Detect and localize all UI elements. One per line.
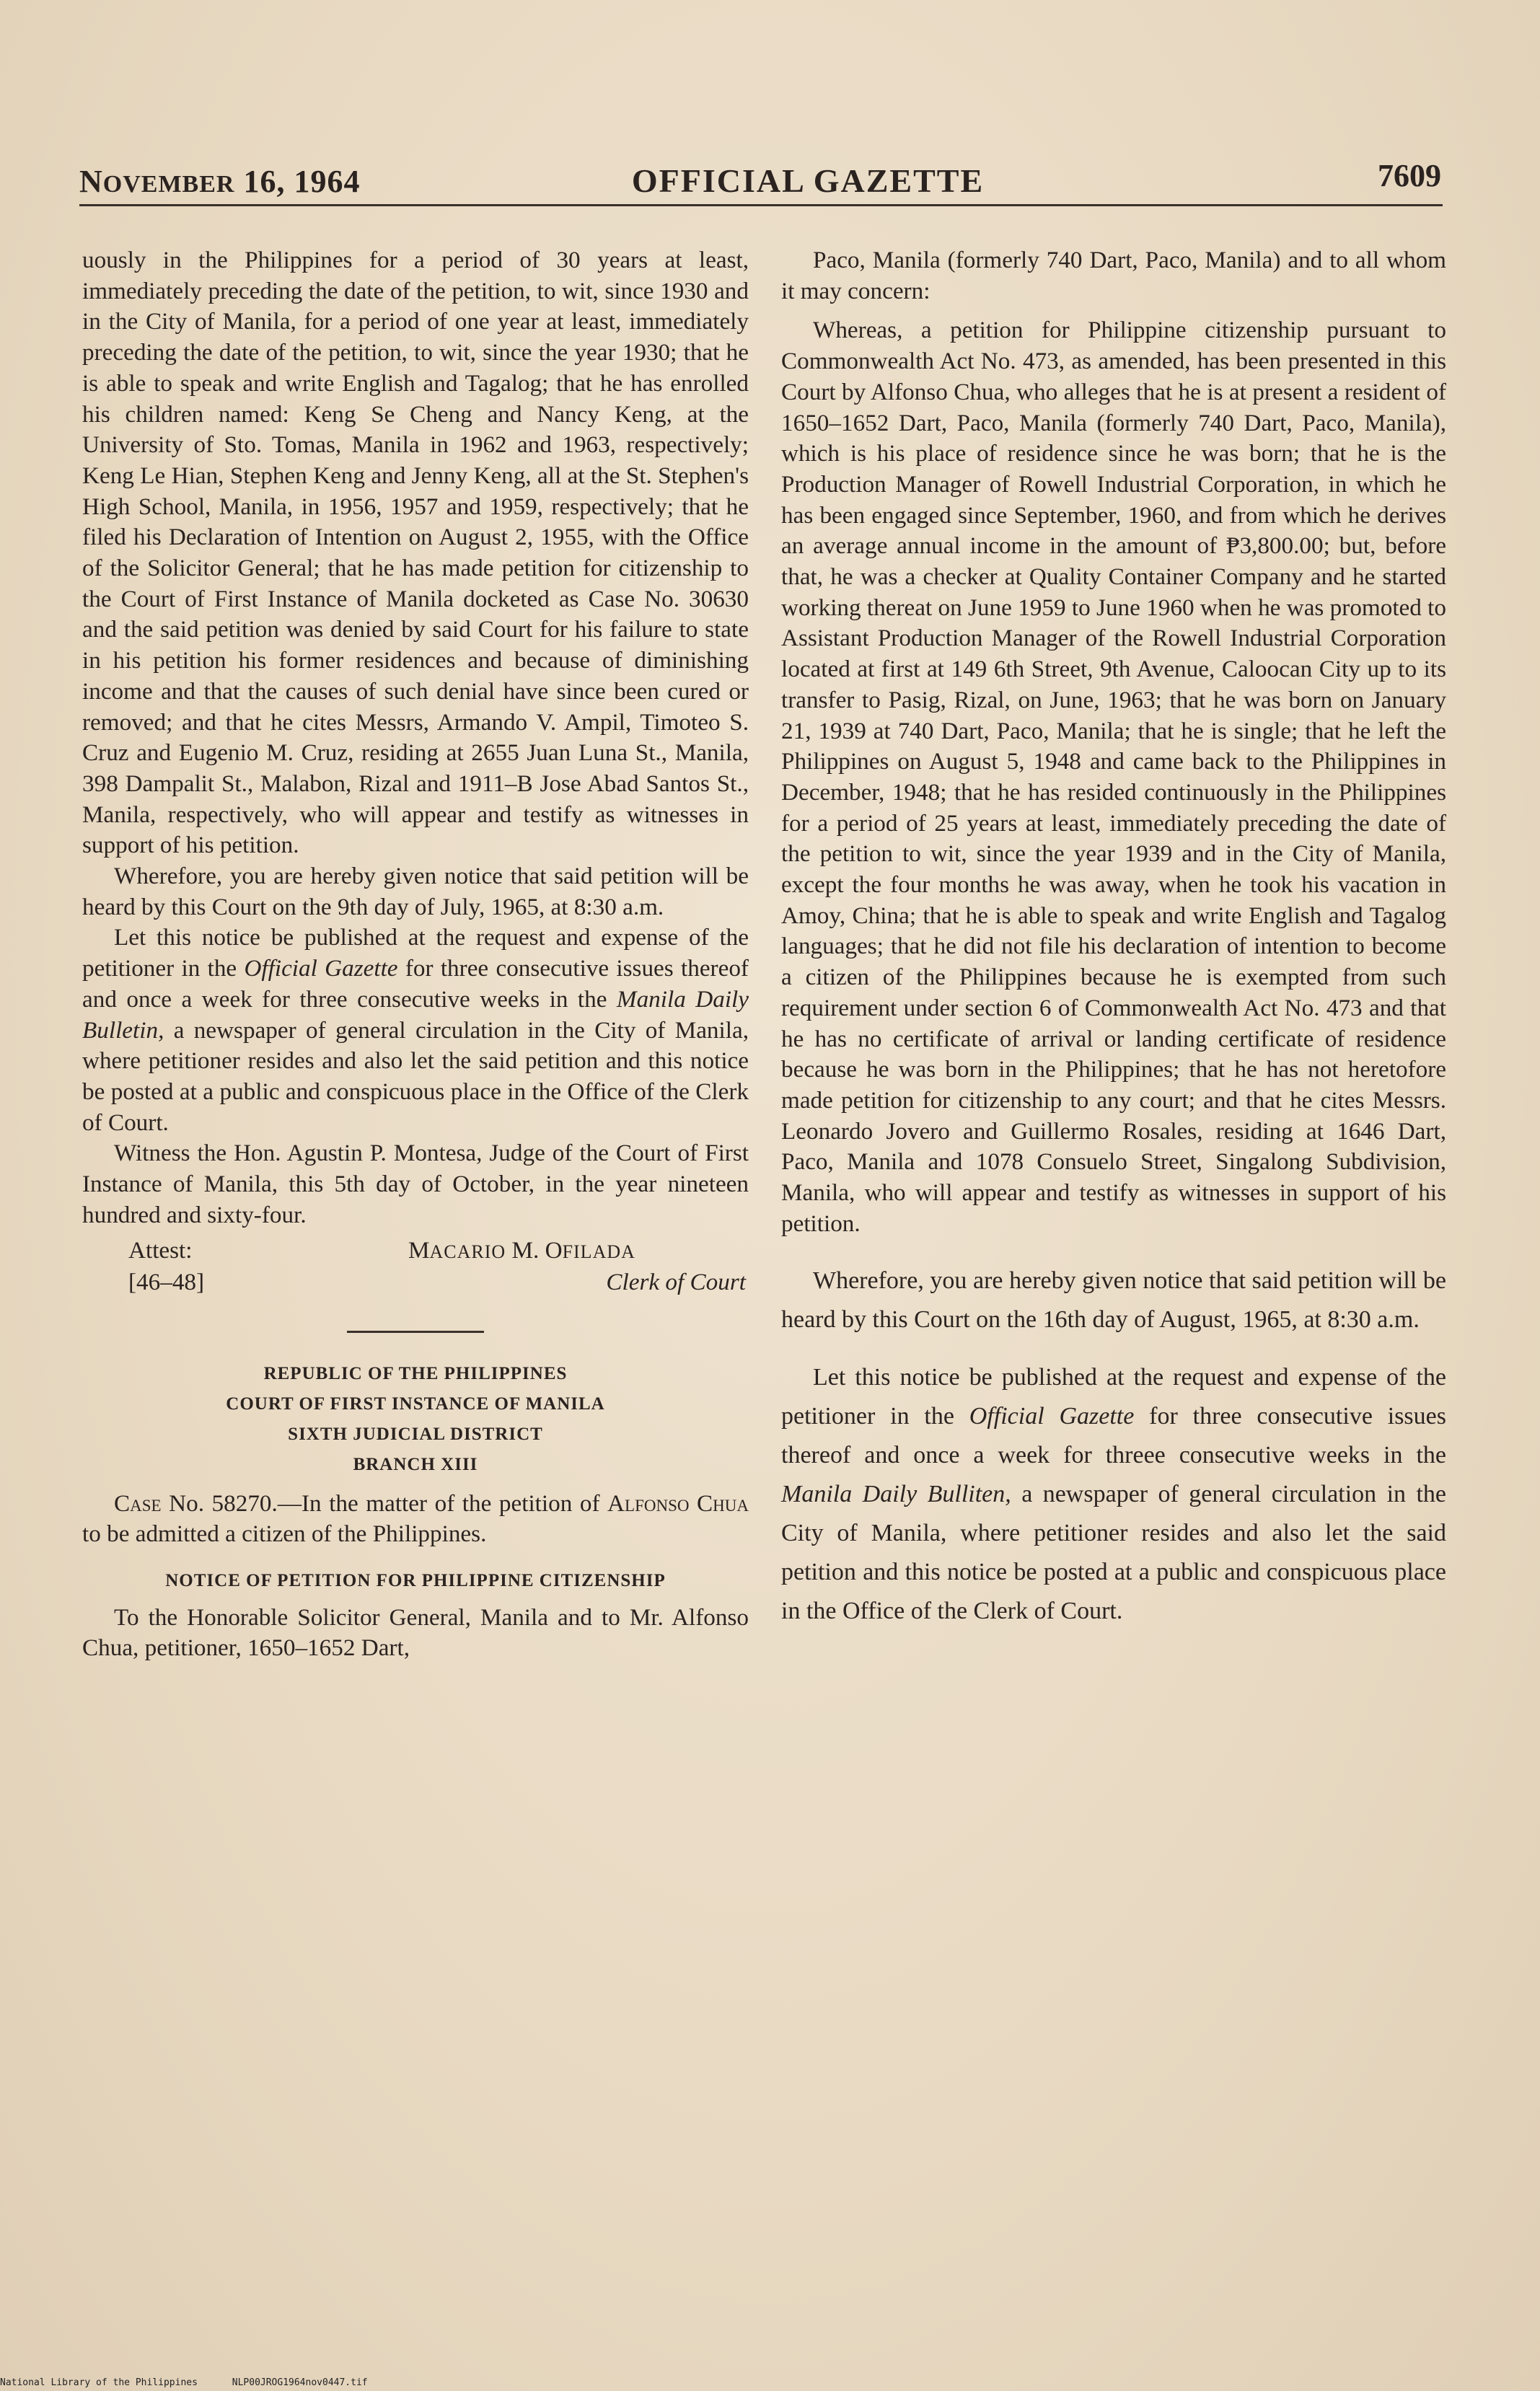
issue-reference: [46–48] xyxy=(128,1268,205,1295)
file-name: NLP00JROG1964nov0447.tif xyxy=(232,2377,368,2388)
left-paragraph-continuation: uously in the Philippines for a period of 30 years at least, immediately preceding the date of the petition, to wit, since 1930 and in the City of Manila, for a period of one year at least, immediately preceding the date of the petition, to wit, since the year 1930; that he is able to speak and write English and Tagalog; that he has enrolled his children named: Keng Se Cheng and Nancy Keng, at the University of Sto. Tomas, Manila in 1962 and 1963, respectively; Keng Le Hian, Stephen Keng and Jenny Keng, all at the St. Stephen's High School, Manila, in 1956, 1957 and 1959, respectively; that he filed his Declaration of Intention on August 2, 1955, with the Office of the Solicitor General; that he has made petition for citizenship to the Court of First Instance of Manila docketed as Case No. 30630 and the said petition was denied by said Court for his failure to state in his petition his former residences and because of diminishing income and that the causes of such denial have since been cured or removed; and that he cites Messrs, Armando V. Ampil, Timoteo S. Cruz and Eugenio M. Cruz, residing at 2655 Juan Luna St., Manila, 398 Dampalit St., Malabon, Rizal and 1911–B Jose Abad Santos St., Manila, respectively, who will appear and testify as witnesses in support of his petition. xyxy=(82,247,749,859)
attestation-block xyxy=(82,1236,749,1300)
left-hearing-notice: Wherefore, you are hereby given notice that said petition will be heard by this Court on the 9th day of July, 1965, at 8:30 a.m. xyxy=(82,863,749,920)
left-publication-notice: Let this notice be published at the request and expense of the petitioner in the Official Gazette for three consecutive issues thereof and once a week for three consecutive weeks in the Manila Daily Bulletin, a newspaper of general circulation in the City of Manila, where petitioner resides and also let the said petition and this notice be posted at a public and conspicuous place in the Office of the Clerk of Court. xyxy=(82,924,749,1136)
clerk-title: Clerk of Court xyxy=(606,1268,746,1295)
left-column xyxy=(82,245,749,1664)
issue-date: NOVEMBER 16, 1964 xyxy=(79,164,361,199)
court-caption xyxy=(82,1359,749,1480)
clerk-name: MACARIO M. OFILADA xyxy=(408,1236,635,1264)
caption-line: BRANCH XIII xyxy=(353,1454,478,1474)
library-credit: National Library of the Philippines xyxy=(0,2377,198,2388)
left-witness-paragraph: Witness the Hon. Agustin P. Montesa, Judge of the Court of First Instance of Manila, this 5th day of October, in the year nineteen hundred and sixty-four. xyxy=(82,1140,749,1228)
page-header xyxy=(79,157,1450,201)
caption-line: SIXTH JUDICIAL DISTRICT xyxy=(288,1424,543,1444)
header-rule xyxy=(79,204,1443,206)
right-addressee-continuation: Paco, Manila (formerly 740 Dart, Paco, Manila) and to all whom it may concern: xyxy=(781,247,1446,304)
addressee-paragraph: To the Honorable Solicitor General, Manila and to Mr. Alfonso Chua, petitioner, 1650–1652 Dart, xyxy=(82,1603,749,1662)
page-number: 7609 xyxy=(1378,158,1441,193)
notice-title: NOTICE OF PETITION FOR PHILIPPINE CITIZENSHIP xyxy=(165,1570,666,1590)
right-column xyxy=(781,245,1446,1631)
right-whereas-paragraph: Whereas, a petition for Philippine citizenship pursuant to Commonwealth Act No. 473, as amended, has been presented in this Court by Alfonso Chua, who alleges that he is at present a resident of 1650–1652 Dart, Paco, Manila (formerly 740 Dart, Paco, Manila), which is his place of residence since he was born; that he is the Production Manager of Rowell Industrial Corporation, in which he has been engaged since September, 1960, and from which he derives an average annual income in the amount of ₱3,800.00; but, before that, he was a checker at Quality Container Company and he started working thereat on June 1959 to June 1960 when he was promoted to Assistant Production Manager of the Rowell Industrial Corporation located at first at 149 6th Street, 9th Avenue, Caloocan City up to its transfer to Pasig, Rizal, on June, 1963; that he was born on January 21, 1939 at 740 Dart, Paco, Manila; that he is single; that he left the Philippines on August 5, 1948 and came back to the Philippines in December, 1948; that he has resided continuously in the Philippines for a period of 25 years at least, immediately preceding the date of the petition to wit, since the year 1939 and in the City of Manila, except the four months he was away, when he took his vacation in Amoy, China; that he is able to speak and write English and Tagalog languages; that he did not file his declaration of intention to become a citizen of the Philippines because he is exempted from such requirement under section 6 of Commonwealth Act No. 473 and that he has no certificate of arrival or landing certificate of residence because he was born in the Philippines; that he has not heretofore made petition for citizenship to any court; and that he cites Messrs. Leonardo Jovero and Guillermo Rosales, residing at 1646 Dart, Paco, Manila and 1078 Consuelo Street, Singalong Subdivision, Manila, who will appear and testify as witnesses in support of his petition. xyxy=(781,317,1446,1237)
scan-footer xyxy=(0,2377,397,2388)
attest-label: Attest: xyxy=(128,1236,193,1264)
section-divider xyxy=(347,1331,484,1333)
case-heading: Case No. 58270.—In the matter of the petition of Alfonso Chua to be admitted a citizen of the Philippines. xyxy=(82,1489,749,1548)
publication-title: OFFICIAL GAZETTE xyxy=(631,162,985,199)
caption-line: REPUBLIC OF THE PHILIPPINES xyxy=(263,1363,568,1383)
right-publication-notice: Let this notice be published at the request and expense of the petitioner in the Official Gazette for three consecutive issues thereof and once a week for threee consecutive weeks in the Manila Daily Bulliten, a newspaper of general circulation in the City of Manila, where petitioner resides and also let the said petition and this notice be posted at a public and conspicuous place in the Office of the Clerk of Court. xyxy=(781,1363,1446,1624)
caption-line: COURT OF FIRST INSTANCE OF MANILA xyxy=(226,1393,605,1414)
right-hearing-notice: Wherefore, you are hereby given notice that said petition will be heard by this Court on the 16th day of August, 1965, at 8:30 a.m. xyxy=(781,1267,1446,1333)
